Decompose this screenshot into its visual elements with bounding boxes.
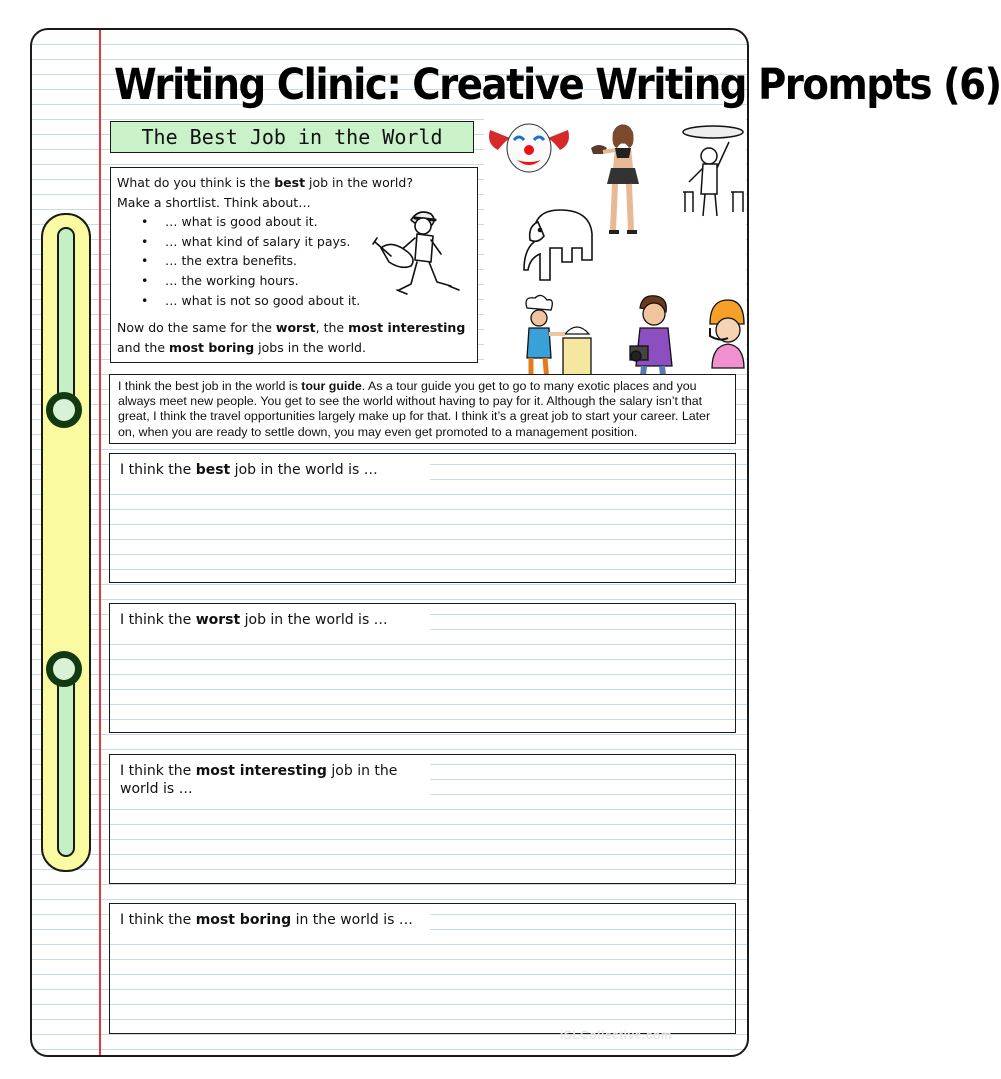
binder-ring-top-icon [46,392,82,428]
red-margin-line [99,30,101,1055]
binder-ring-bottom-icon [46,651,82,687]
example-paragraph: I think the best job in the world is tour guide. As a tour guide you get to go to many exotic places and you always meet new people. You get to see the world without having to pay for it. Although the salary isn’t that great, I think the travel opportunities largely make up for that. I think it’s a great job to start your career. Later on, when you are ready to settle down, you may even get promoted to a management position. [109,374,736,444]
answer-box-most-interesting[interactable] [109,754,736,884]
list-item: • … the working hours. [117,271,471,291]
list-item: • … what is not so good about it. [117,291,471,311]
prompt-closing: Now do the same for the worst, the most interesting and the most boring jobs in the world. [117,320,466,355]
list-item: • … what is good about it. [117,212,471,232]
answer-box-worst[interactable] [109,603,736,733]
subtitle-banner: The Best Job in the World [110,121,474,153]
answer-prompt-most-interesting: I think the most interesting job in the world is … [110,755,430,805]
answer-box-most-boring[interactable] [109,903,736,1034]
clown-face-icon [484,120,574,176]
binder-strip [41,213,91,872]
call-center-operator-illustration [706,294,746,374]
list-item: • … the extra benefits. [117,251,471,271]
binder-slot-top [57,227,75,406]
prompt-instruction: Make a shortlist. Think about… [117,194,311,210]
elephant-illustration [520,204,598,286]
prompt-box [110,167,478,363]
answer-box-best[interactable] [109,453,736,583]
answer-prompt-best: I think the best job in the world is … [110,454,430,486]
prompt-question: What do you think is the best job in the world? [117,175,413,190]
waitress-illustration [589,118,655,248]
waiter-illustration [679,122,747,222]
answer-prompt-worst: I think the worst job in the world is … [110,604,430,636]
binder-slot-bottom [57,663,75,857]
page-title: Writing Clinic: Creative Writing Prompts (6) [114,60,1001,110]
job-illustrations [484,118,746,368]
answer-prompt-most-boring: I think the most boring in the world is … [110,904,430,936]
chef-illustration [519,294,595,386]
worksheet-page [30,28,1001,1057]
watermark: iSLCollective.com [560,1028,672,1042]
list-item: • … what kind of salary it pays. [117,232,471,252]
guitarist-illustration [371,204,467,304]
